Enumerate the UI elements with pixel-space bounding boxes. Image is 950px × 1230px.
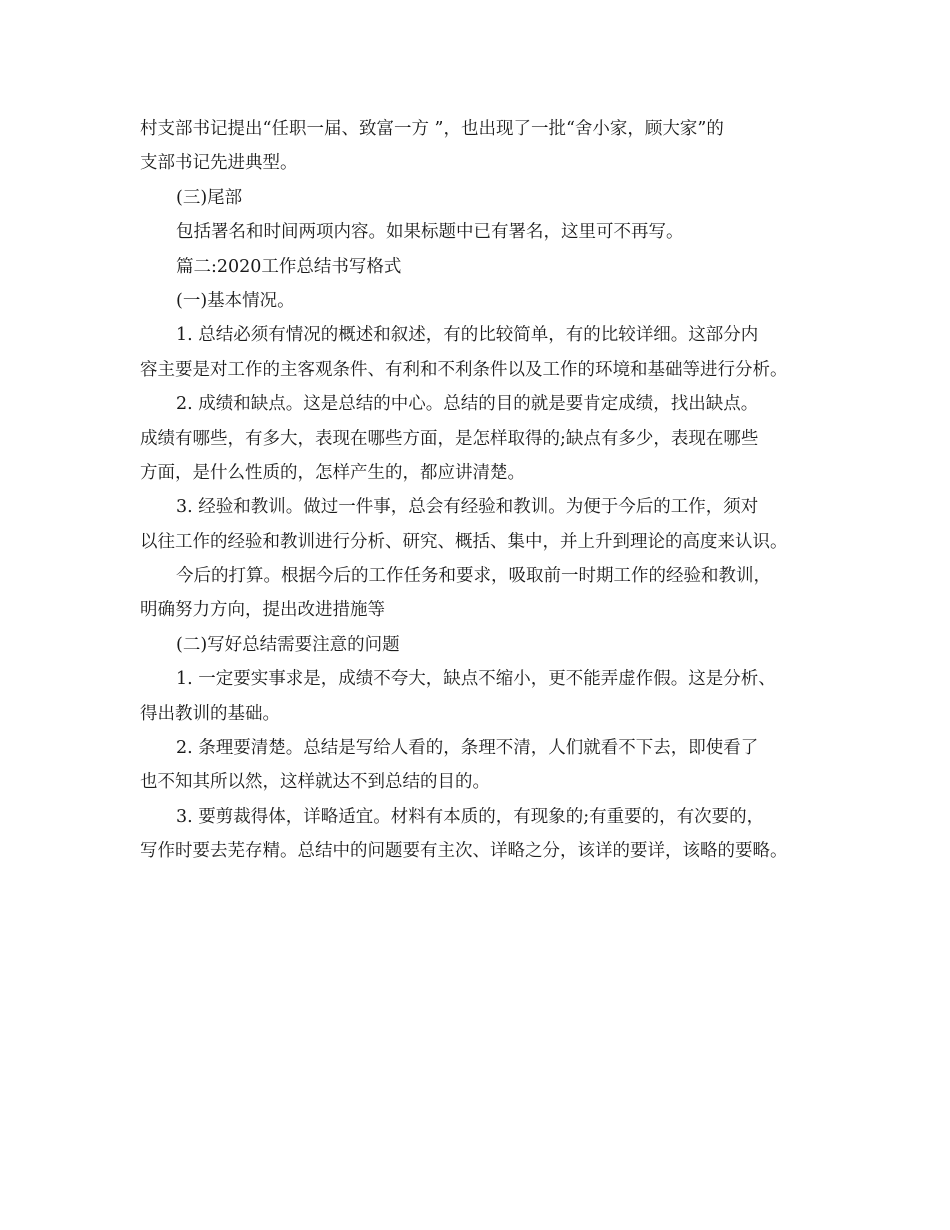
text-line: 明确努力方向，提出改进措施等 (140, 600, 385, 621)
chapter-heading: 篇二:2020工作总结书写格式 (176, 256, 402, 277)
text-line: 以往工作的经验和教训进行分析、研究、概括、集中，并上升到理论的高度来认识。 (140, 531, 788, 552)
text-line: 2. 条理要清楚。总结是写给人看的，条理不清，人们就看不下去，即使看了 (176, 738, 759, 759)
text-line: 1. 一定要实事求是，成绩不夸大，缺点不缩小，更不能弄虚作假。这是分析、 (176, 669, 776, 690)
text-line: 包括署名和时间两项内容。如果标题中已有署名，这里可不再写。 (176, 222, 684, 243)
section-heading-notes: (二)写好总结需要注意的问题 (176, 634, 400, 655)
text-line: 方面，是什么性质的，怎样产生的，都应讲清楚。 (140, 462, 525, 483)
text-line: 写作时要去芜存精。总结中的问题要有主次、详略之分，该详的要详，该略的要略。 (140, 841, 788, 862)
text-line: 今后的打算。根据今后的工作任务和要求，吸取前一时期工作的经验和教训， (176, 566, 771, 587)
section-heading-basic: (一)基本情况。 (176, 290, 295, 311)
document-body (140, 112, 840, 869)
text-line: 2. 成绩和缺点。这是总结的中心。总结的目的就是要肯定成绩，找出缺点。 (176, 394, 759, 415)
text-line: 也不知其所以然，这样就达不到总结的目的。 (140, 772, 490, 793)
text-line: 支部书记先进典型。 (140, 153, 298, 174)
text-line: 1. 总结必须有情况的概述和叙述，有的比较简单，有的比较详细。这部分内 (176, 325, 759, 346)
text-line: 3. 经验和教训。做过一件事，总会有经验和教训。为便于今后的工作，须对 (176, 497, 759, 518)
text-line: 村支部书记提出“任职一届、致富一方 ”，也出现了一批“舍小家，顾大家”的 (140, 119, 724, 139)
text-line: 3. 要剪裁得体，详略适宜。材料有本质的，有现象的;有重要的，有次要的， (176, 806, 765, 827)
section-heading-tail: (三)尾部 (176, 187, 243, 208)
text-line: 成绩有哪些，有多大，表现在哪些方面，是怎样取得的;缺点有多少，表现在哪些 (140, 428, 759, 449)
text-line: 容主要是对工作的主客观条件、有利和不利条件以及工作的环境和基础等进行分析。 (140, 359, 788, 380)
text-line: 得出教训的基础。 (140, 703, 280, 724)
